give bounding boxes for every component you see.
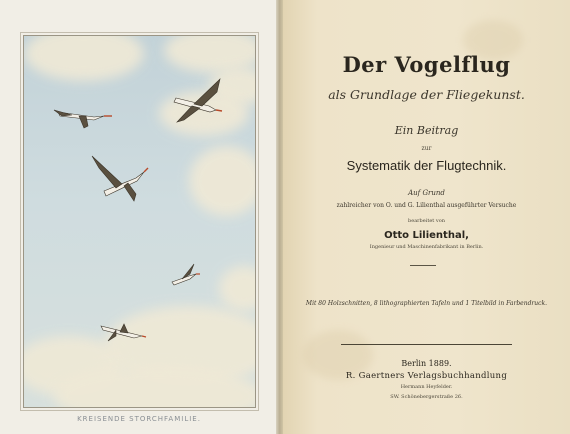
grund-line: Auf Grund	[408, 189, 445, 197]
publisher-owner: Hermann Heyfelder.	[400, 384, 453, 390]
left-page-plate	[0, 0, 278, 434]
plate-caption: KREISENDE STORCHFAMILIE.	[77, 415, 201, 423]
contribution-line: Ein Beitrag	[394, 124, 459, 137]
divider-rule	[341, 344, 512, 345]
author-name: Otto Lilienthal,	[384, 230, 469, 241]
color-plate-frame	[23, 35, 256, 408]
illustrations-note: Mit 80 Holzschnitten, 8 lithographierten Tafeln und 1 Titelbild in Farbendruck.	[305, 300, 548, 307]
stork-figure	[172, 264, 200, 285]
divider-rule	[410, 265, 436, 266]
experiments-line: zahlreicher von O. und G. Lilienthal ausgeführter Versuche	[336, 202, 517, 209]
flying-storks-illustration	[24, 36, 255, 407]
systematik-line: Systematik der Flugtechnik.	[346, 158, 507, 173]
author-affiliation: Ingenieur und Maschinenfabrikant in Berlin.	[369, 244, 484, 250]
stork-figure	[101, 324, 146, 341]
publisher-address: SW. Schönebergerstraße 26.	[390, 394, 463, 400]
book-subtitle: als Grundlage der Fliegekunst.	[328, 87, 525, 102]
stork-figure	[92, 156, 148, 201]
stork-figure	[174, 79, 222, 122]
stork-figure	[54, 110, 112, 128]
place-year: Berlin 1889.	[401, 359, 452, 368]
publisher-name: R. Gaertners Verlagsbuchhandlung	[345, 371, 508, 381]
book-title: Der Vogelflug	[342, 52, 511, 77]
zur-line: zur	[421, 145, 432, 152]
edited-by-line: bearbeitet von	[408, 218, 445, 224]
